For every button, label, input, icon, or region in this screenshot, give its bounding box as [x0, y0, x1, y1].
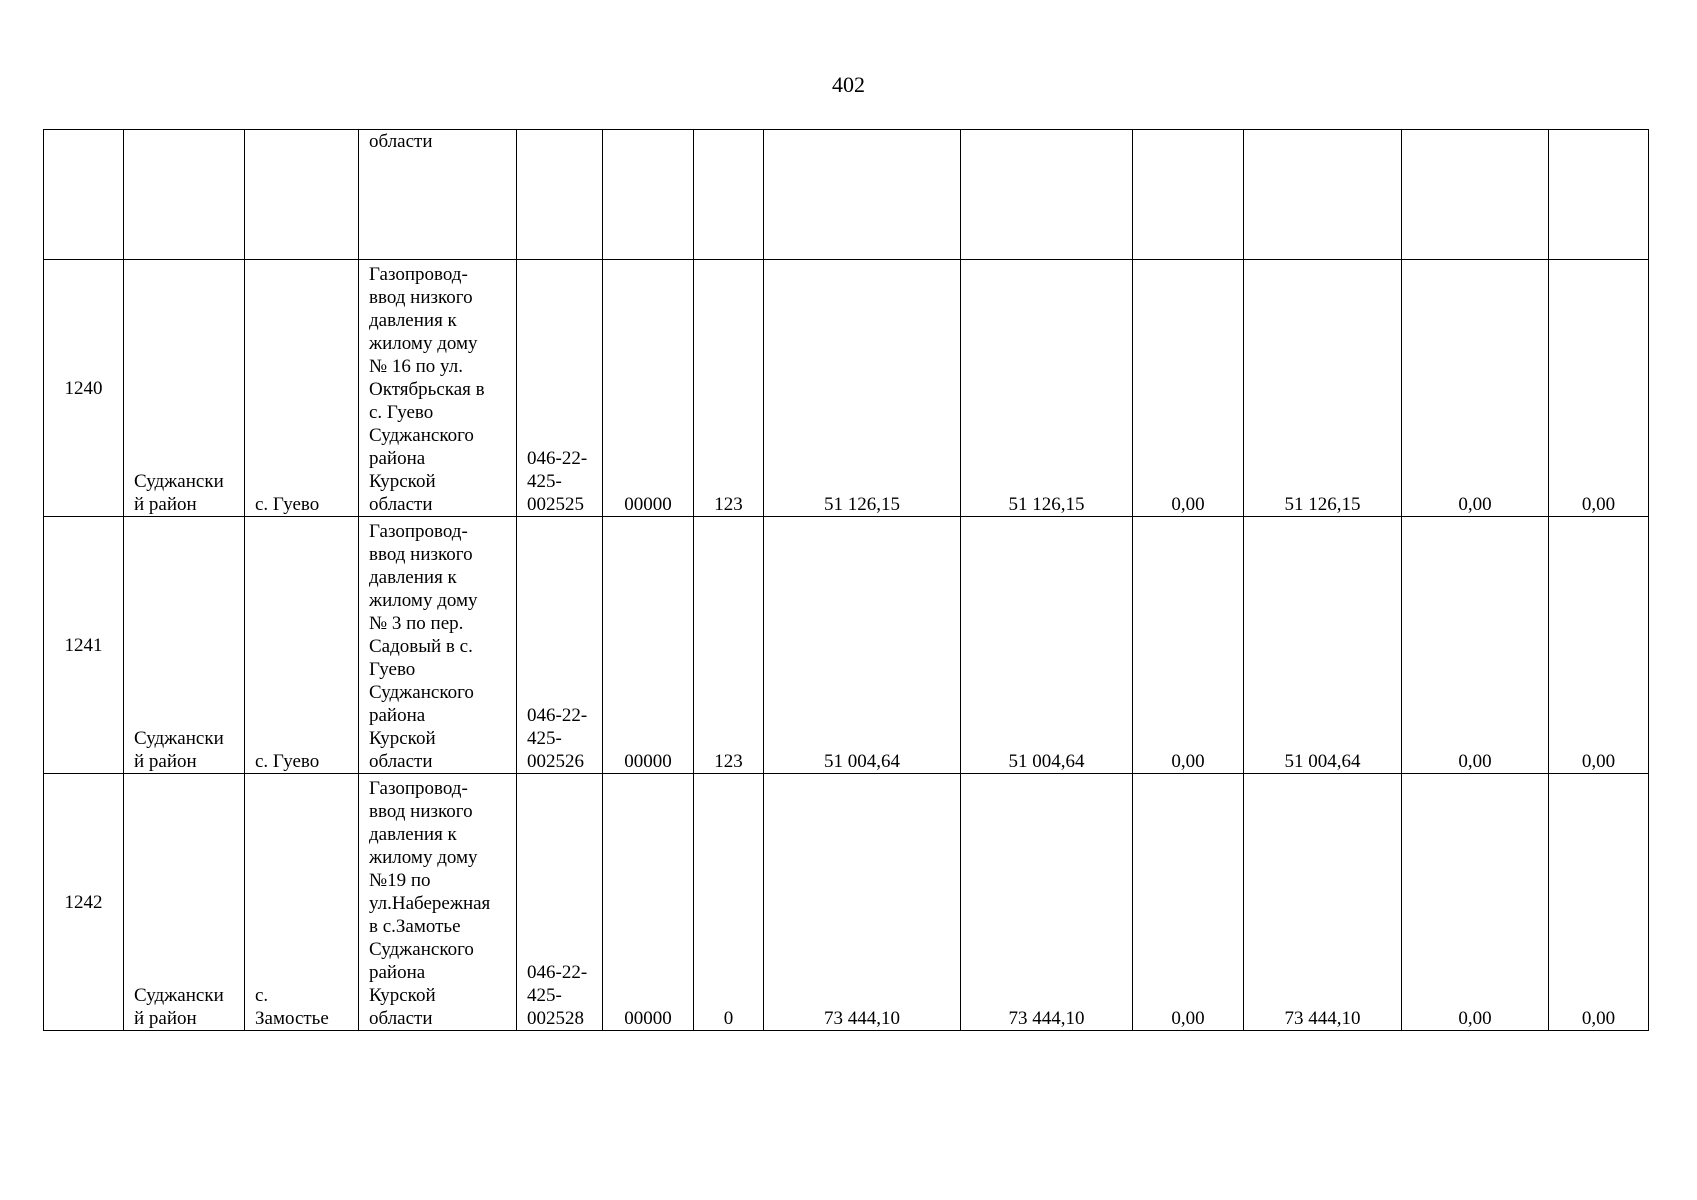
table-row-continuation [44, 130, 1649, 260]
settlement-cell: с. Гуево [245, 517, 359, 774]
index-cell: 1241 [44, 517, 124, 774]
reg-number-cell: 046-22- 425- 002526 [517, 517, 603, 774]
value-2-cell: 51 004,64 [961, 517, 1133, 774]
district-cell: Суджански й район [124, 517, 245, 774]
value-3-cell: 0,00 [1133, 774, 1244, 1031]
value-1-cell: 51 004,64 [764, 517, 961, 774]
value-5-cell: 0,00 [1402, 260, 1549, 517]
index-cell [44, 130, 124, 260]
value-5-cell [1402, 130, 1549, 260]
value-3-cell [1133, 130, 1244, 260]
object-name-cell: области [359, 130, 517, 260]
object-name-cell: Газопровод- ввод низкого давления к жилому дому №19 по ул.Набережная в с.Замотье Суджанского района Курской области [359, 774, 517, 1031]
table-row [44, 517, 1649, 774]
page-number: 402 [832, 72, 865, 97]
table-row [44, 774, 1649, 1031]
value-1-cell: 73 444,10 [764, 774, 961, 1031]
value-3-cell: 0,00 [1133, 260, 1244, 517]
value-5-cell: 0,00 [1402, 517, 1549, 774]
value-2-cell: 51 126,15 [961, 260, 1133, 517]
settlement-cell: с. Гуево [245, 260, 359, 517]
index-cell: 1242 [44, 774, 124, 1031]
district-cell [124, 130, 245, 260]
value-3-cell: 0,00 [1133, 517, 1244, 774]
district-cell: Суджански й район [124, 260, 245, 517]
value-4-cell: 51 126,15 [1244, 260, 1402, 517]
reg-number-cell: 046-22- 425- 002525 [517, 260, 603, 517]
value-2-cell [961, 130, 1133, 260]
code-cell: 00000 [603, 260, 694, 517]
quantity-cell: 123 [694, 260, 764, 517]
quantity-cell: 0 [694, 774, 764, 1031]
settlement-cell: с. Замостье [245, 774, 359, 1031]
code-cell [603, 130, 694, 260]
value-6-cell: 0,00 [1549, 260, 1649, 517]
quantity-cell: 123 [694, 517, 764, 774]
value-5-cell: 0,00 [1402, 774, 1549, 1031]
quantity-cell [694, 130, 764, 260]
value-4-cell: 51 004,64 [1244, 517, 1402, 774]
district-cell: Суджански й район [124, 774, 245, 1031]
value-1-cell [764, 130, 961, 260]
code-cell: 00000 [603, 774, 694, 1031]
value-6-cell: 0,00 [1549, 774, 1649, 1031]
reg-number-cell: 046-22- 425- 002528 [517, 774, 603, 1031]
settlement-cell [245, 130, 359, 260]
value-1-cell: 51 126,15 [764, 260, 961, 517]
value-4-cell [1244, 130, 1402, 260]
registry-table [43, 129, 1649, 1031]
value-6-cell: 0,00 [1549, 517, 1649, 774]
value-4-cell: 73 444,10 [1244, 774, 1402, 1031]
table-row [44, 260, 1649, 517]
object-name-cell: Газопровод- ввод низкого давления к жилому дому № 16 по ул. Октябрьская в с. Гуево Суджанского района Курской области [359, 260, 517, 517]
value-2-cell: 73 444,10 [961, 774, 1133, 1031]
code-cell: 00000 [603, 517, 694, 774]
reg-number-cell [517, 130, 603, 260]
object-name-cell: Газопровод- ввод низкого давления к жилому дому № 3 по пер. Садовый в с. Гуево Суджанского района Курской области [359, 517, 517, 774]
value-6-cell [1549, 130, 1649, 260]
index-cell: 1240 [44, 260, 124, 517]
